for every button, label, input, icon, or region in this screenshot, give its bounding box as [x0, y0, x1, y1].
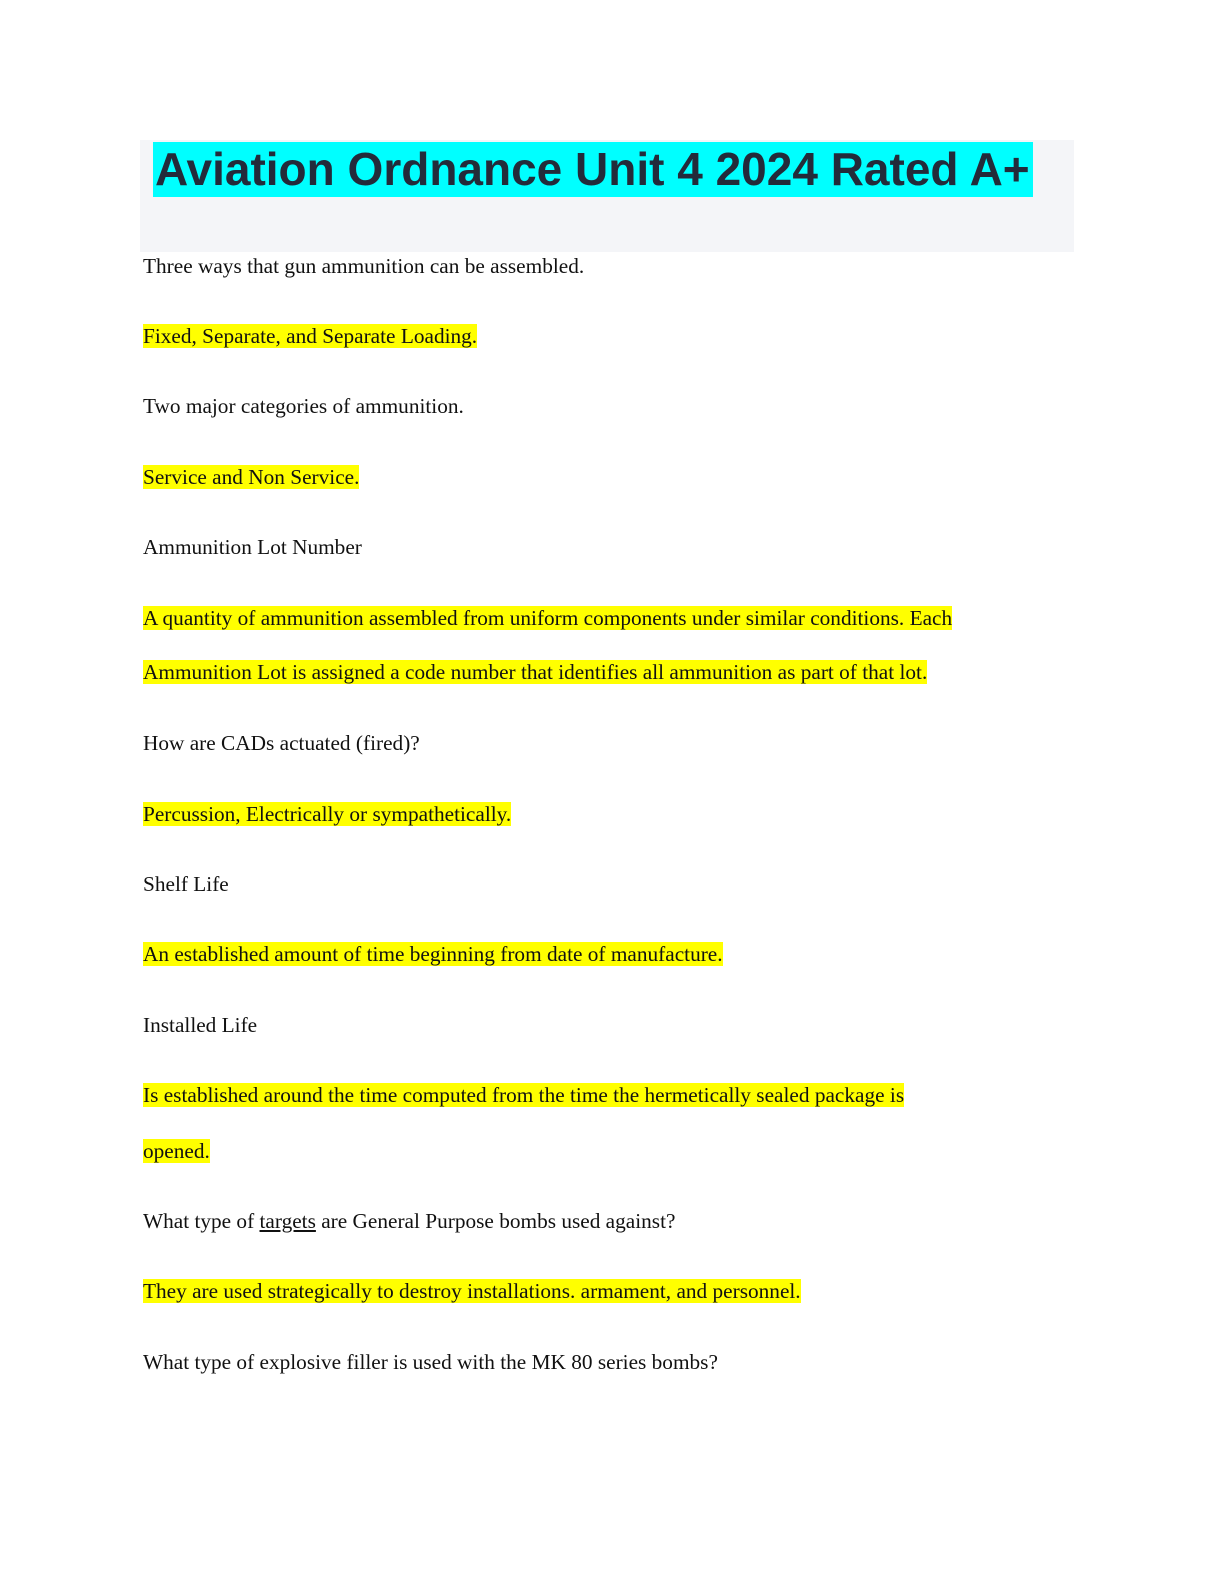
question-1: Three ways that gun ammunition can be assembled. [143, 254, 585, 278]
answer-2 [143, 463, 359, 491]
question-5: Shelf Life [143, 872, 229, 896]
answer-3-line-1 [143, 604, 952, 632]
answer-6-line-2 [143, 1137, 210, 1165]
document-title: Aviation Ordnance Unit 4 2024 Rated A+ [153, 142, 1033, 197]
answer-5-text: An established amount of time beginning from date of manufacture. [143, 942, 723, 966]
answer-1-text: Fixed, Separate, and Separate Loading. [143, 324, 478, 348]
answer-6-line-1 [143, 1081, 904, 1109]
question-6: Installed Life [143, 1013, 258, 1037]
answer-6-line-2-text: opened. [143, 1139, 210, 1163]
answer-2-text: Service and Non Service. [143, 465, 360, 489]
answer-4-text: Percussion, Electrically or sympathetically. [143, 802, 512, 826]
answer-4 [143, 800, 511, 828]
answer-3-line-2-text: Ammunition Lot is assigned a code number that identifies all ammunition as part of that lot. [143, 660, 928, 684]
question-7-part-1: What type of [143, 1209, 260, 1233]
answer-3-line-1-text: A quantity of ammunition assembled from uniform components under similar conditions. Each [143, 606, 953, 630]
answer-7 [143, 1277, 801, 1305]
targets-underlined: targets [259, 1209, 316, 1233]
answer-3-line-2 [143, 658, 927, 686]
question-8: What type of explosive filler is used with the MK 80 series bombs? [143, 1350, 718, 1374]
question-7 [143, 1207, 675, 1235]
question-2: Two major categories of ammunition. [143, 394, 464, 418]
answer-7-text: They are used strategically to destroy installations. armament, and personnel. [143, 1279, 801, 1303]
question-7-part-3: are General Purpose bombs used against? [315, 1209, 676, 1233]
answer-1 [143, 322, 477, 350]
answer-5 [143, 940, 723, 968]
title-band [140, 140, 1074, 252]
answer-6-line-1-text: Is established around the time computed from the time the hermetically sealed package is [143, 1083, 905, 1107]
question-3: Ammunition Lot Number [143, 535, 362, 559]
question-4: How are CADs actuated (fired)? [143, 731, 420, 755]
